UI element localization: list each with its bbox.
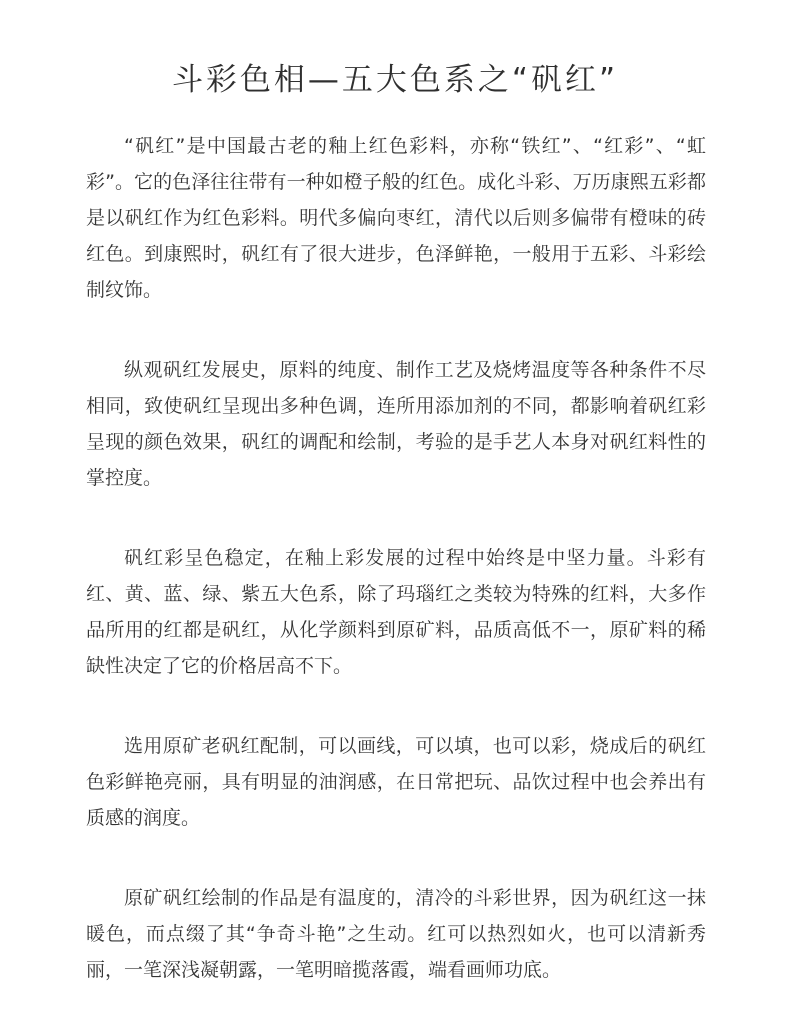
paragraph-2: 纵观矾红发展史，原料的纯度、制作工艺及烧烤温度等各种条件不尽相同，致使矾红呈现出多种色调，连所用添加剂的不同，都影响着矾红彩呈现的颜色效果，矾红的调配和绘制，考验的是手艺人本身对矾红料性的掌控度。 <box>86 359 706 489</box>
paragraph-3: 矾红彩呈色稳定，在釉上彩发展的过程中始终是中坚力量。斗彩有红、黄、蓝、绿、紫五大色系，除了玛瑙红之类较为特殊的红料，大多作品所用的红都是矾红，从化学颜料到原矿料，品质高低不一，原矿料的稀缺性决定了它的价格居高不下。 <box>86 547 706 677</box>
paragraph-1: “矾红”是中国最古老的釉上红色彩料，亦称“铁红”、“红彩”、“虹彩”。它的色泽往往带有一种如橙子般的红色。成化斗彩、万历康熙五彩都是以矾红作为红色彩料。明代多偏向枣红，清代以后则多偏带有橙味的砖红色。到康熙时，矾红有了很大进步，色泽鲜艳，一般用于五彩、斗彩绘制纹饰。 <box>86 135 706 301</box>
paragraph-5: 原矿矾红绘制的作品是有温度的，清冷的斗彩世界，因为矾红这一抹暖色，而点缀了其“争奇斗艳”之生动。红可以热烈如火，也可以清新秀丽，一笔深浅凝朝露，一笔明暗揽落霞，端看画师功底。 <box>86 887 706 981</box>
article-body <box>86 128 706 1032</box>
page-title: 斗彩色相—五大色系之“矾红” <box>171 62 619 98</box>
paragraph-4: 选用原矿老矾红配制，可以画线，可以填，也可以彩，烧成后的矾红色彩鲜艳亮丽，具有明显的油润感，在日常把玩、品饮过程中也会养出有质感的润度。 <box>86 735 706 829</box>
